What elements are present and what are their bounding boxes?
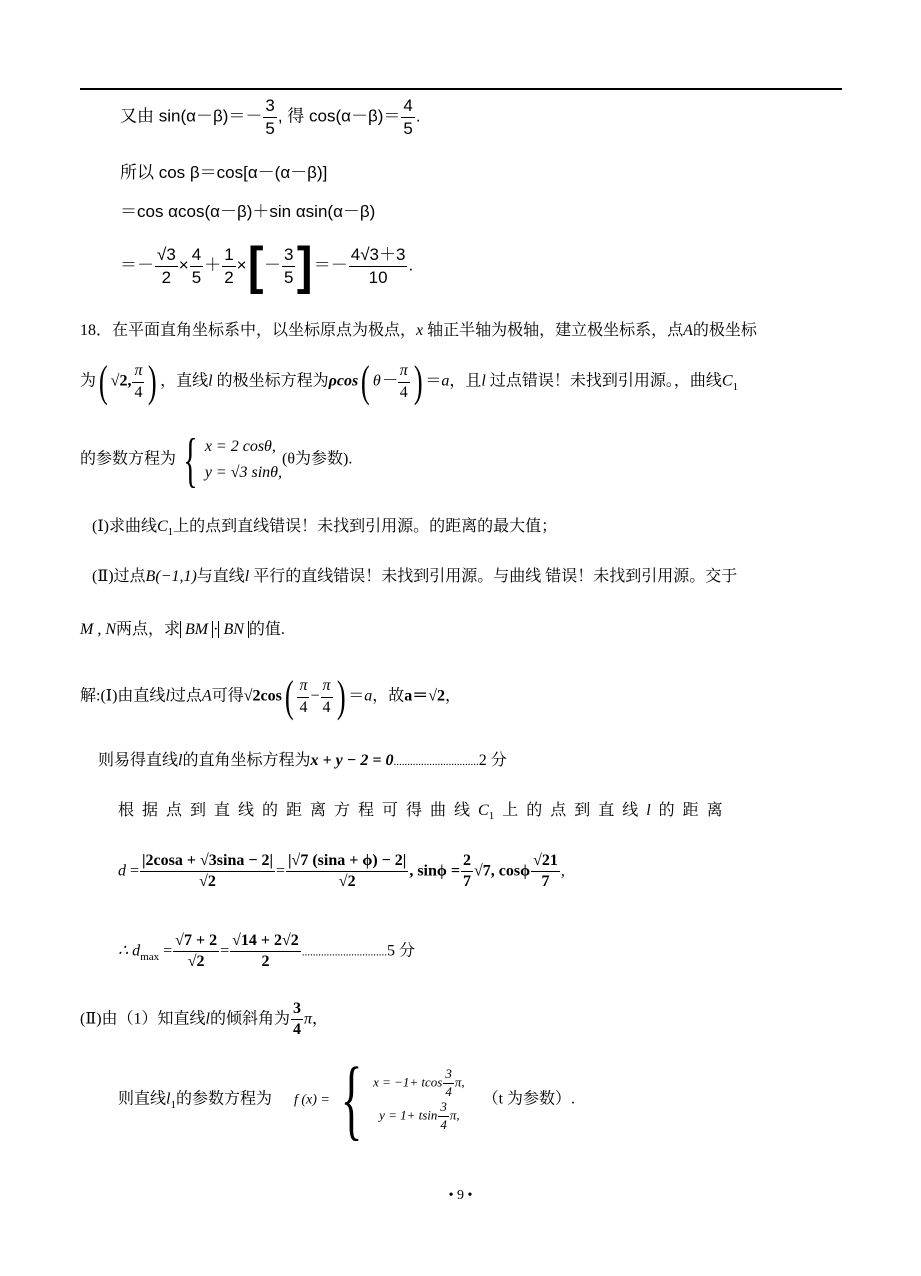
part-1: (Ⅰ)求曲线$C_1$上的点到直线错误！未找到引用源。的距离的最大值； bbox=[92, 518, 558, 539]
solution-line-7: 则直线$l_1$的参数方程为 f (x) = { x = −1+ tcos $\frac{3}{4}$ π, y = 1+ tsin $\frac{3}{4}$ π, （t 为参数）. bbox=[118, 1050, 576, 1149]
part-2-cont: M , N两点，求 BM · BN 的值. bbox=[80, 621, 285, 638]
page-number: • 9 • bbox=[448, 1188, 473, 1203]
q18-line-1: 18．在平面直角坐标系中，以坐标原点为极点，x 轴正半轴为极轴，建立极坐标系，点A的极坐标 bbox=[80, 322, 757, 339]
line-sin-given: 又由 sin(α－β)＝－ $\frac{3}{5}$ , 得 cos(α－β)＝ $\frac{4}{5}$ . bbox=[120, 96, 421, 138]
q18-line-2: 为( √2, $\frac{\pi}{4}$ ) ，直线l 的极坐标方程为ρcos( θ－ $\frac{\pi}{4}$ ) ＝a，且l 过点错误！未找到引用源。，曲线$C_1$ bbox=[80, 357, 739, 406]
solution-line-4: d = $\frac{|2\cos a + √3\sin a - 2|}{√2}$ = $\frac{|√7 (\sin a + \phi) - 2|}{√2}$ , sinϕ = $\frac{2}{7}$ √7, cosϕ $\frac{√21}{7}$ , bbox=[118, 852, 565, 891]
solution-line-1: 解:(Ⅰ)由直线l过点A可得√2cos( $\frac{\pi}{4}$ − $\frac{\pi}{4}$ ) ＝a，故a＝√2， bbox=[80, 672, 462, 721]
q18-line-3: 的参数方程为 { x = 2 cosθ, y = √3 sinθ, (θ为参数). bbox=[80, 427, 353, 493]
line-cos-beta: 所以 cos β＝cos[α－(α－β)] bbox=[120, 163, 328, 182]
solution-line-6: (Ⅱ)由（1）知直线l的倾斜角为 $\frac{3}{4}$ π， bbox=[80, 1000, 329, 1039]
line-result: ＝－ $\frac{√3}{2}$ × $\frac{4}{5}$ ＋ $\frac{1}{2}$ ×[－ $\frac{3}{5}$ ]＝－ $\frac{4√3+3}{10}$ . bbox=[120, 237, 414, 295]
solution-line-5: ∴ $d_{max}$ = $\frac{√7 + 2}{√2}$ = $\frac{√14 + 2√2}{2}$ ...............................5 分 bbox=[118, 932, 416, 971]
solution-line-3: 根 据 点 到 直 线 的 距 离 方 程 可 得 曲 线 $C_1$ 上 的 点 到 直 线 l 的 距 离 bbox=[118, 802, 723, 823]
header-rule bbox=[80, 88, 842, 90]
line-expansion: ＝cos αcos(α－β)＋sin αsin(α－β) bbox=[120, 202, 376, 221]
solution-line-2: 则易得直线l的直角坐标方程为x + y − 2 = 0...............................2 分 bbox=[98, 752, 507, 769]
part-2: (Ⅱ)过点B(−1,1)与直线l 平行的直线错误！未找到引用源。与曲线 错误！未找到引用源。交于 bbox=[92, 568, 738, 585]
